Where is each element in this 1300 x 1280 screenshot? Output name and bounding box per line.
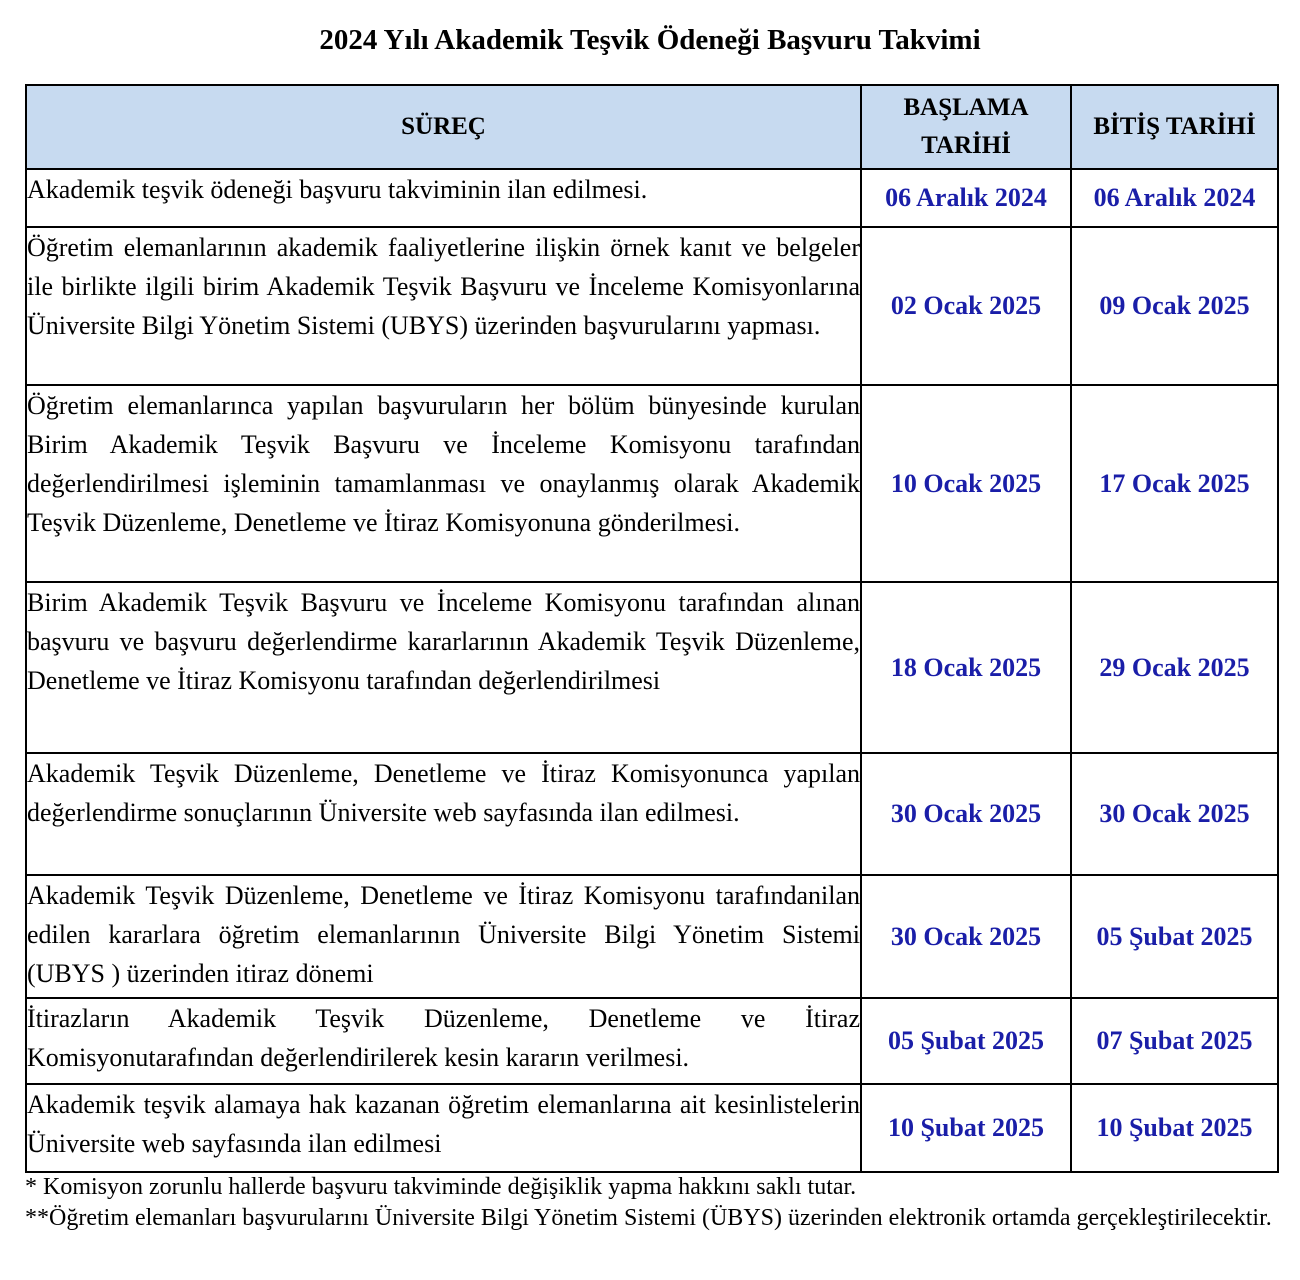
footnote-1: * Komisyon zorunlu hallerde başvuru takviminde değişiklik yapma hakkını saklı tutar. (25, 1174, 857, 1200)
table-row (26, 753, 1278, 875)
end-date-cell: 06 Aralık 2024 (1071, 169, 1278, 227)
process-cell: Akademik Teşvik Düzenleme, Denetleme ve İtiraz Komisyonu tarafındanilan edilen kararlara öğretim elemanlarının Üniversite Bilgi Yönetim Sistemi (UBYS ) üzerinden itiraz dönemi (26, 875, 861, 998)
end-date-cell: 09 Ocak 2025 (1071, 227, 1278, 385)
start-date-cell: 30 Ocak 2025 (861, 875, 1071, 998)
end-date-cell: 17 Ocak 2025 (1071, 385, 1278, 582)
table-row (26, 875, 1278, 998)
start-date-cell: 30 Ocak 2025 (861, 753, 1071, 875)
table-row (26, 385, 1278, 582)
process-cell: Akademik teşvik alamaya hak kazanan öğretim elemanlarına ait kesinlistelerin Üniversite web sayfasında ilan edilmesi (26, 1084, 861, 1172)
end-date-cell: 10 Şubat 2025 (1071, 1084, 1278, 1172)
end-date-cell: 05 Şubat 2025 (1071, 875, 1278, 998)
process-cell: Öğretim elemanlarının akademik faaliyetlerine ilişkin örnek kanıt ve belgeler ile birlikte ilgili birim Akademik Teşvik Başvuru ve İnceleme Komisyonlarına Üniversite Bilgi Yönetim Sistemi (UBYS) üzerinden başvurularını yapması. (26, 227, 861, 385)
end-date-cell: 30 Ocak 2025 (1071, 753, 1278, 875)
process-cell: Birim Akademik Teşvik Başvuru ve İnceleme Komisyonu tarafından alınan başvuru ve başvuru değerlendirme kararlarının Akademik Teşvik Düzenleme, Denetleme ve İtiraz Komisyonu tarafından değerlendirilmesi (26, 582, 861, 753)
start-date-cell: 10 Ocak 2025 (861, 385, 1071, 582)
header-process: SÜREÇ (26, 85, 861, 169)
start-date-cell: 05 Şubat 2025 (861, 998, 1071, 1084)
header-start-date: BAŞLAMA TARİHİ (861, 85, 1071, 169)
start-date-cell: 18 Ocak 2025 (861, 582, 1071, 753)
table-row (26, 227, 1278, 385)
end-date-cell: 07 Şubat 2025 (1071, 998, 1278, 1084)
schedule-table (25, 84, 1279, 1173)
table-row (26, 1084, 1278, 1172)
header-end-date: BİTİŞ TARİHİ (1071, 85, 1278, 169)
table-row (26, 998, 1278, 1084)
table-header-row (26, 85, 1278, 169)
table-row (26, 169, 1278, 227)
process-cell: Akademik teşvik ödeneği başvuru takviminin ilan edilmesi. (26, 169, 861, 227)
start-date-cell: 02 Ocak 2025 (861, 227, 1071, 385)
start-date-cell: 10 Şubat 2025 (861, 1084, 1071, 1172)
footnote-2: **Öğretim elemanları başvurularını Üniversite Bilgi Yönetim Sistemi (ÜBYS) üzerinden elektronik ortamda gerçekleştirilecektir. (25, 1205, 1272, 1231)
footnotes (25, 1172, 1275, 1234)
end-date-cell: 29 Ocak 2025 (1071, 582, 1278, 753)
table-row (26, 582, 1278, 753)
process-cell: İtirazların Akademik Teşvik Düzenleme, Denetleme ve İtiraz Komisyonutarafından değerlendirilerek kesin kararın verilmesi. (26, 998, 861, 1084)
process-cell: Akademik Teşvik Düzenleme, Denetleme ve İtiraz Komisyonunca yapılan değerlendirme sonuçlarının Üniversite web sayfasında ilan edilmesi. (26, 753, 861, 875)
page-title: 2024 Yılı Akademik Teşvik Ödeneği Başvuru Takvimi (319, 24, 981, 56)
process-cell: Öğretim elemanlarınca yapılan başvuruların her bölüm bünyesinde kurulan Birim Akademik Teşvik Başvuru ve İnceleme Komisyonu tarafından değerlendirilmesi işleminin tamamlanması ve onaylanmış olarak Akademik Teşvik Düzenleme, Denetleme ve İtiraz Komisyonuna gönderilmesi. (26, 385, 861, 582)
start-date-cell: 06 Aralık 2024 (861, 169, 1071, 227)
